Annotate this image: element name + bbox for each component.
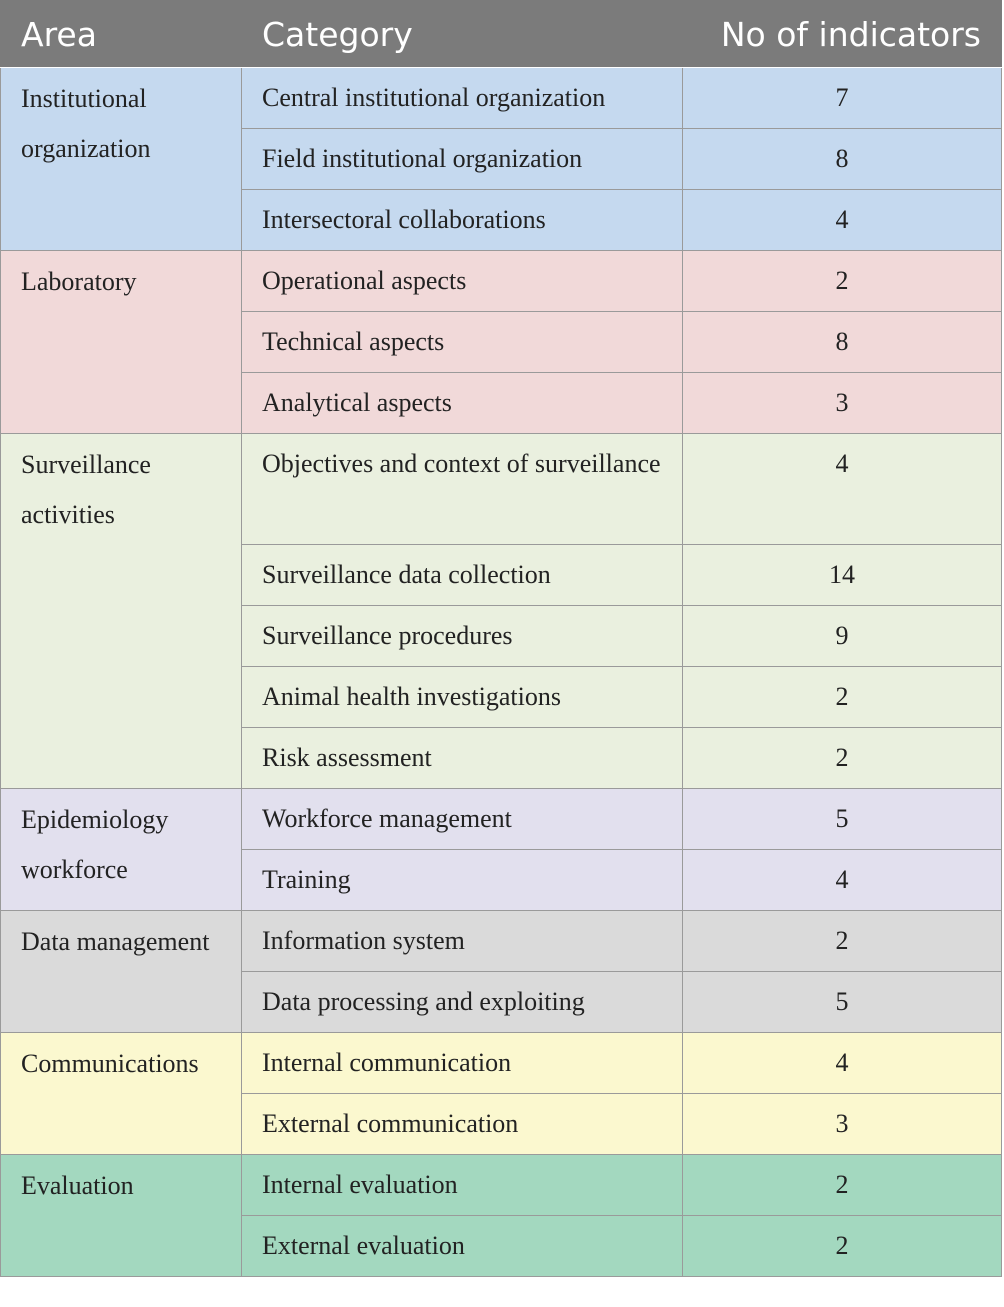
header-row: [1, 1, 1002, 68]
category-cell: Animal health investigations: [242, 667, 683, 728]
category-cell: Objectives and context of surveillance: [242, 434, 683, 545]
category-cell: Surveillance data collection: [242, 545, 683, 606]
table-row: [1, 789, 1002, 850]
count-cell: 5: [683, 972, 1002, 1033]
count-cell: 14: [683, 545, 1002, 606]
area-cell: Communications: [1, 1033, 242, 1155]
table-row: [1, 434, 1002, 545]
count-cell: 9: [683, 606, 1002, 667]
area-cell: Epidemiology workforce: [1, 789, 242, 911]
category-cell: Internal communication: [242, 1033, 683, 1094]
header-count: No of indicators: [683, 1, 1002, 68]
category-cell: Technical aspects: [242, 312, 683, 373]
area-cell: Surveillance activities: [1, 434, 242, 789]
count-cell: 4: [683, 190, 1002, 251]
category-cell: Intersectoral collaborations: [242, 190, 683, 251]
category-cell: Workforce management: [242, 789, 683, 850]
header-area: Area: [1, 1, 242, 68]
table-row: [1, 911, 1002, 972]
count-cell: 2: [683, 667, 1002, 728]
area-cell: Institutional organization: [1, 68, 242, 251]
count-cell: 7: [683, 68, 1002, 129]
area-cell: Data management: [1, 911, 242, 1033]
category-cell: Risk assessment: [242, 728, 683, 789]
count-cell: 4: [683, 434, 1002, 545]
category-cell: Operational aspects: [242, 251, 683, 312]
category-cell: External communication: [242, 1094, 683, 1155]
area-cell: Laboratory: [1, 251, 242, 434]
count-cell: 2: [683, 1155, 1002, 1216]
category-cell: External evaluation: [242, 1216, 683, 1277]
area-cell: Evaluation: [1, 1155, 242, 1277]
count-cell: 2: [683, 728, 1002, 789]
table-row: [1, 1033, 1002, 1094]
table-row: [1, 1155, 1002, 1216]
count-cell: 4: [683, 850, 1002, 911]
header-category: Category: [242, 1, 683, 68]
category-cell: Analytical aspects: [242, 373, 683, 434]
count-cell: 8: [683, 312, 1002, 373]
category-cell: Surveillance procedures: [242, 606, 683, 667]
category-cell: Field institutional organization: [242, 129, 683, 190]
table-row: [1, 68, 1002, 129]
category-cell: Central institutional organization: [242, 68, 683, 129]
category-cell: Data processing and exploiting: [242, 972, 683, 1033]
category-cell: Internal evaluation: [242, 1155, 683, 1216]
table-row: [1, 251, 1002, 312]
count-cell: 2: [683, 1216, 1002, 1277]
count-cell: 4: [683, 1033, 1002, 1094]
category-cell: Training: [242, 850, 683, 911]
count-cell: 2: [683, 251, 1002, 312]
count-cell: 8: [683, 129, 1002, 190]
count-cell: 3: [683, 1094, 1002, 1155]
category-cell: Information system: [242, 911, 683, 972]
count-cell: 3: [683, 373, 1002, 434]
count-cell: 5: [683, 789, 1002, 850]
count-cell: 2: [683, 911, 1002, 972]
